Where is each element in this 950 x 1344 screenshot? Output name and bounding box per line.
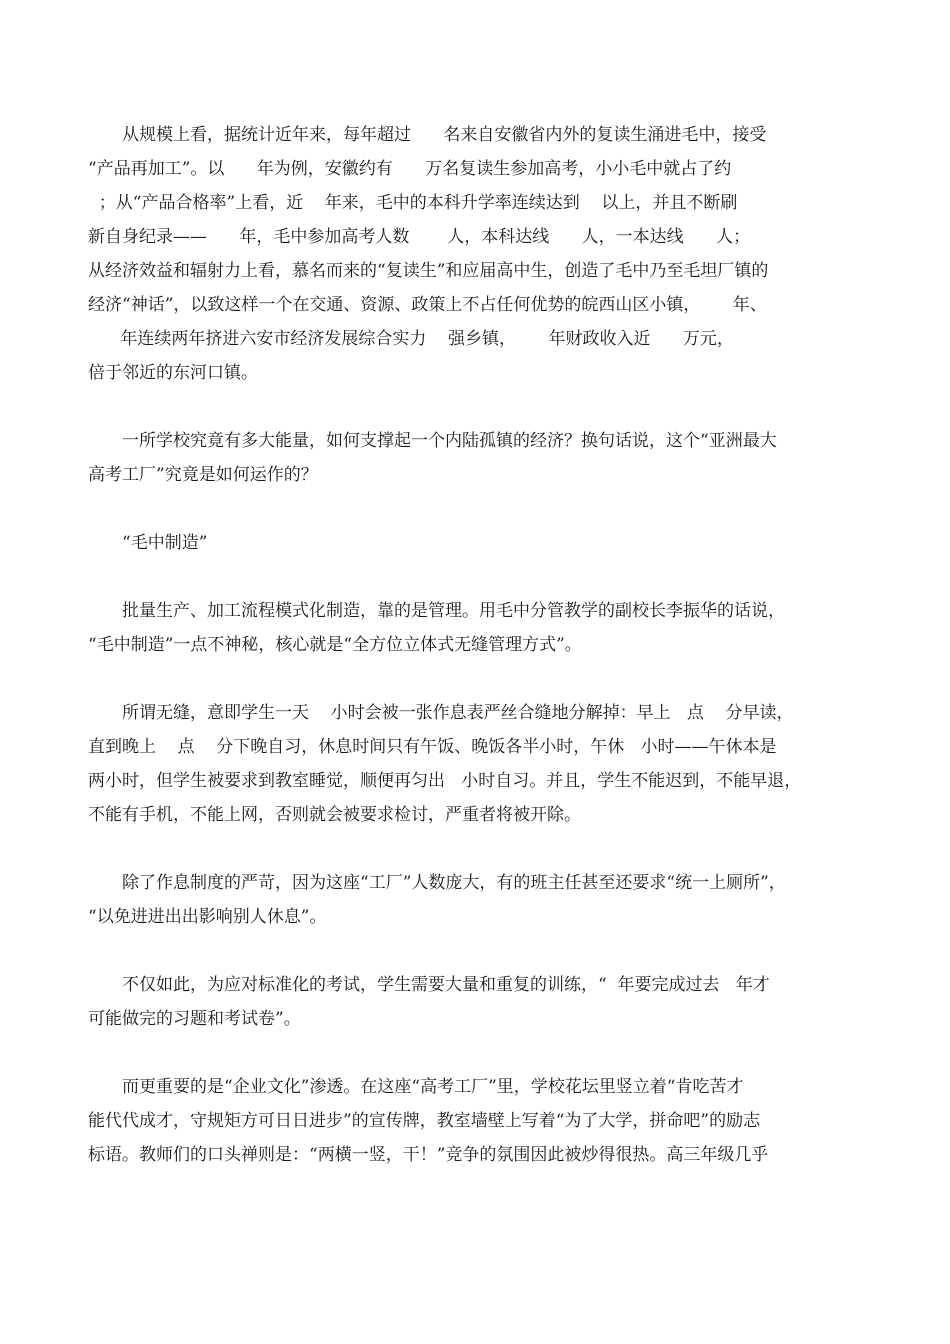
text-line: 可能做完的习题和考试卷”。 <box>88 1009 301 1029</box>
text-line: 能代代成才，守规矩方可日日进步”的宣传牌，教室墙壁上写着“为了大学，拼命吧”的励志 <box>88 1111 761 1131</box>
text-line: 从经济效益和辐射力上看，慕名而来的“复读生”和应届高中生，创造了毛中乃至毛坦厂镇的 <box>88 261 769 281</box>
text-line: 新自身纪录—— 年，毛中参加高考人数 人，本科达线 人，一本达线 人； <box>88 227 751 247</box>
text-line: 直到晚上 点 分下晚自习，休息时间只有午饭、晚饭各半小时，午休 小时——午休本是 <box>88 737 777 757</box>
paragraph-management <box>88 594 862 662</box>
text-line: 从规模上看，据统计近年来，每年超过 名来自安徽省内外的复读生涌进毛中，接受 <box>122 125 767 145</box>
text-line: 批量生产、加工流程模式化制造，靠的是管理。用毛中分管教学的副校长李振华的话说， <box>122 601 785 621</box>
text-line: 不仅如此，为应对标准化的考试，学生需要大量和重复的训练，“ 年要完成过去 年才 <box>122 975 770 995</box>
text-line: 标语。教师们的口头禅则是：“两横一竖，干！”竞争的氛围因此被炒得很热。高三年级几乎 <box>88 1145 769 1165</box>
paragraph-culture <box>88 1070 862 1172</box>
text-line: “产品再加工”。以 年为例，安徽约有 万名复读生参加高考，小小毛中就占了约 <box>88 159 732 179</box>
text-line: 不能有手机，不能上网，否则就会被要求检讨，严重者将被开除。 <box>88 805 581 825</box>
paragraph-schedule <box>88 696 862 832</box>
paragraph-scale-statistics <box>88 118 862 390</box>
text-line: 一所学校究竟有多大能量，如何支撑起一个内陆孤镇的经济？换句话说，这个“亚洲最大 <box>122 431 777 451</box>
text-line: 年连续两年挤进六安市经济发展综合实力 强乡镇， 年财政收入近 万元， <box>88 329 734 349</box>
paragraph-strictness <box>88 866 862 934</box>
text-line: “以免进进出出影响别人休息”。 <box>88 907 327 927</box>
text-line: 经济“神话”，以致这样一个在交通、资源、政策上不占任何优势的皖西山区小镇， 年、 <box>88 295 767 315</box>
text-line: “毛中制造”一点不神秘，核心就是“全方位立体式无缝管理方式”。 <box>88 635 582 655</box>
text-line: 两小时，但学生被要求到教室睡觉，顺便再匀出 小时自习。并且，学生不能迟到，不能早退， <box>88 771 802 791</box>
text-line: 高考工厂”究竟是如何运作的？ <box>88 465 318 485</box>
section-heading: “毛中制造” <box>122 533 208 553</box>
document-body <box>88 118 862 1206</box>
paragraph-training <box>88 968 862 1036</box>
text-line: 所谓无缝，意即学生一天 小时会被一张作息表严丝合缝地分解掉：早上 点 分早读， <box>122 703 794 723</box>
paragraph-question <box>88 424 862 492</box>
text-line: ；从“产品合格率”上看，近 年来，毛中的本科升学率连续达到 以上，并且不断刷 <box>88 193 738 213</box>
text-line: 除了作息制度的严苛，因为这座“工厂”人数庞大，有的班主任甚至还要求“统一上厕所”， <box>122 873 786 893</box>
text-line: 而更重要的是“企业文化”渗透。在这座“高考工厂”里，学校花坛里竖立着“肯吃苦才 <box>122 1077 744 1097</box>
text-line: 倍于邻近的东河口镇。 <box>88 363 258 383</box>
